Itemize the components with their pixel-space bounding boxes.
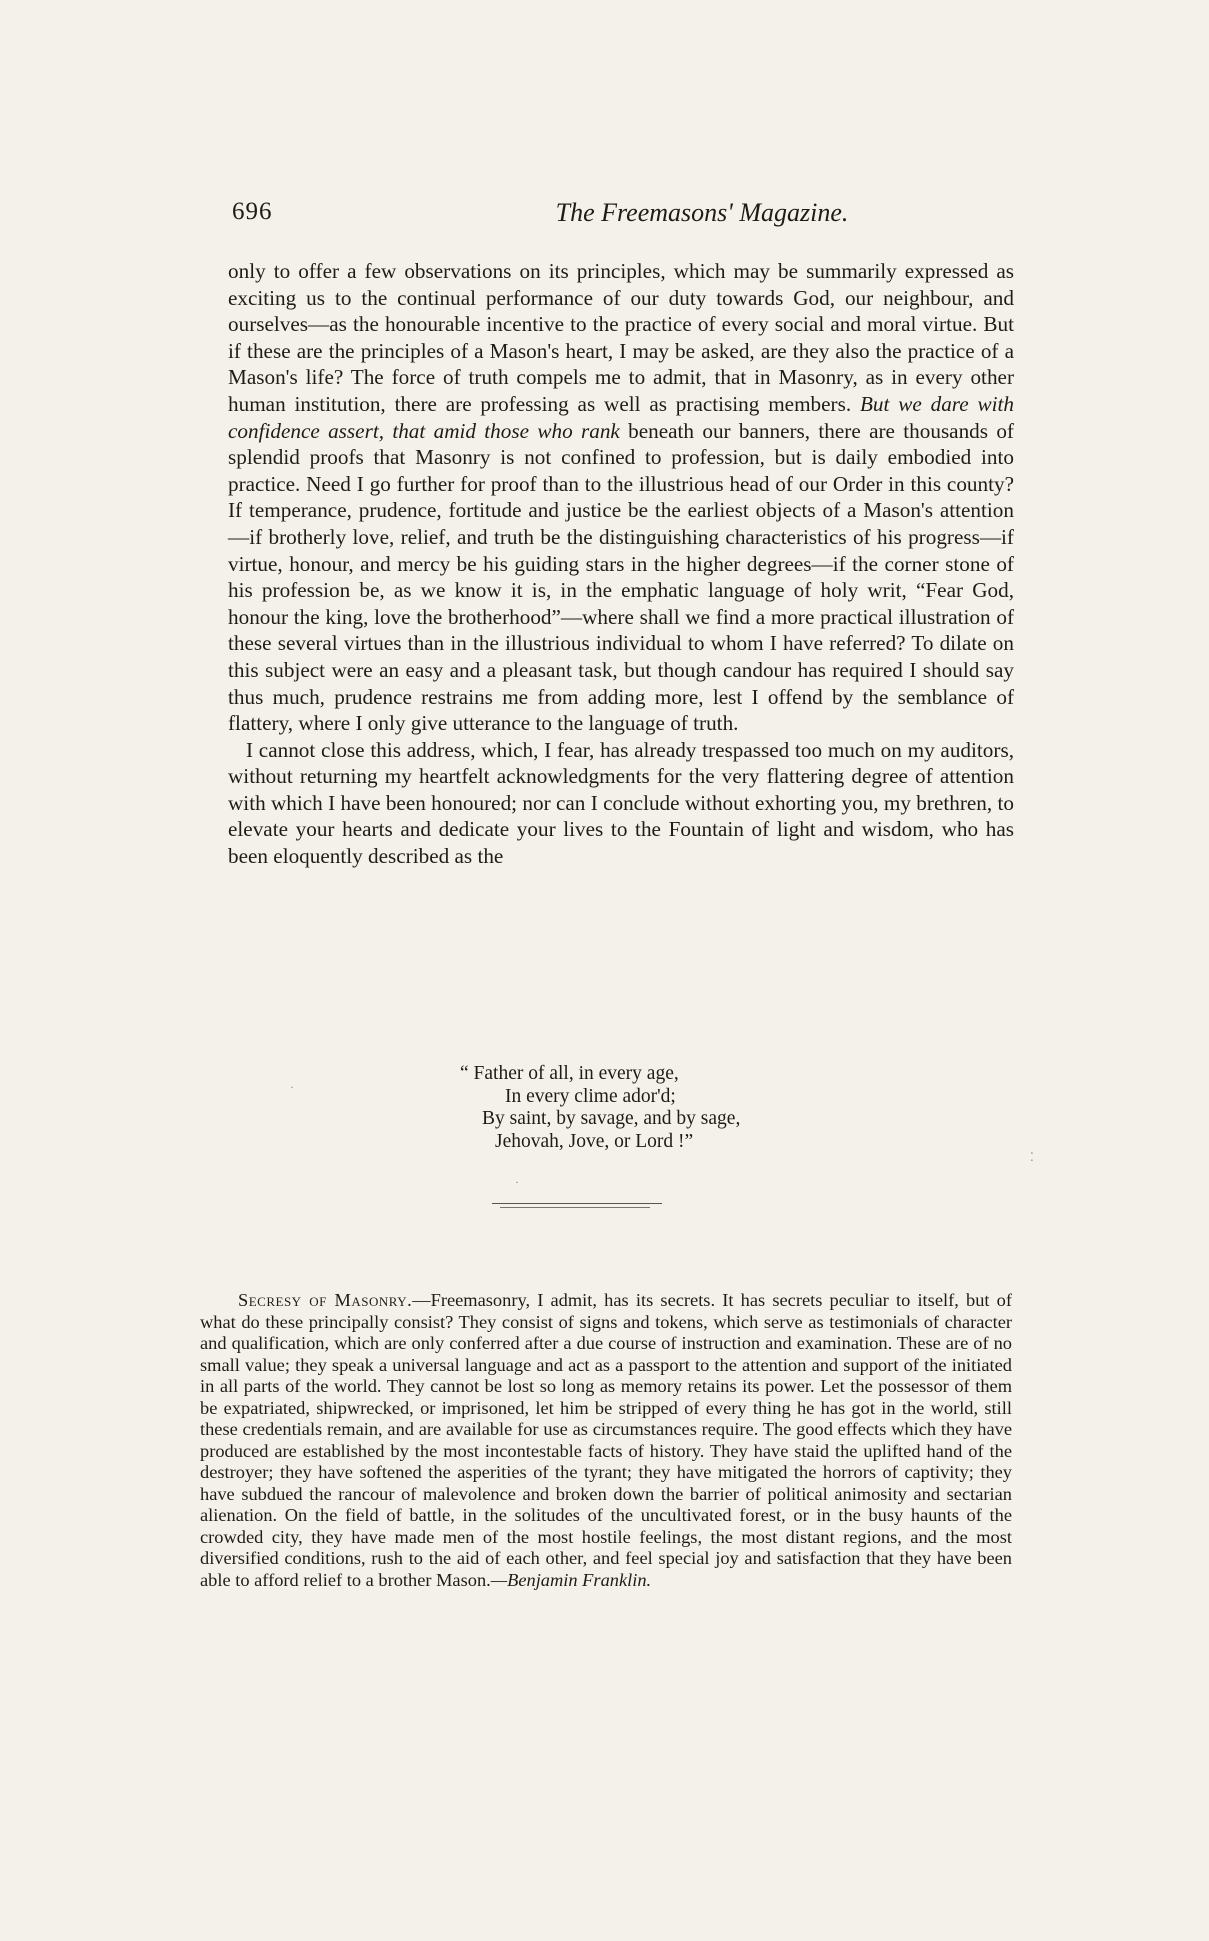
note-attribution: —Benjamin Franklin.: [490, 1569, 652, 1590]
secresy-note: [200, 1290, 1012, 1591]
verse-quotation: [460, 1063, 900, 1153]
section-divider-secondary: [500, 1207, 650, 1208]
section-divider: [492, 1203, 662, 1204]
page-number: 696: [232, 198, 273, 225]
italic-assertion: But we dare with confidence assert, that amid those who rank: [228, 391, 1014, 443]
note-text: —Freemasonry, I admit, has its secrets. It has secrets peculiar to itself, but of what do these principally consist? They consist of signs and tokens, which serve as testimonials of character and qualification, which are only conferred after a due course of instruction and examination. These are of no small value; they speak a universal language and act as a passport to the attention and support of the initiated in all parts of the world. They cannot be lost so long as memory retains its power. Let the possessor of them be expatriated, shipwrecked, or imprisoned, let him be stripped of every thing he has got in the world, still these credentials remain, and are available for use as circumstances require. The good effects which they have produced are established by the most incontestable facts of history. They have staid the uplifted hand of the destroyer; they have softened the asperities of the tyrant; they have mitigated the horrors of captivity; they have subdued the rancour of malevolence and broken down the barrier of political animosity and sectarian alienation. On the field of battle, in the solitudes of the uncultivated forest, or in the busy haunts of the crowded city, they have made men of the most hostile feelings, the most distant regions, and the most diversified conditions, rush to the aid of each other, and feel special joy and satisfaction that they have been able to afford relief to a brother Mason.: [200, 1290, 1012, 1590]
print-speck: ·: [515, 1175, 519, 1189]
verse-line: Jehovah, Jove, or Lord !”: [495, 1130, 694, 1152]
verse-line: By saint, by savage, and by sage,: [482, 1108, 741, 1129]
main-text: [228, 258, 1014, 870]
paragraph-text: beneath our banners, there are thousands of splendid proofs that Masonry is not confined to profession, but is daily embodied into practice. Need I go further for proof than to the illustrious head of our Order in this county? If temperance, prudence, fortitude and justice be the earliest objects of a Mason's attention—if brotherly love, relief, and truth be the distinguishing characteristics of his progress—if virtue, honour, and mercy be his guiding stars in the higher degrees—if the corner stone of his profession be, as we know it is, in the emphatic language of holy writ, “Fear God, honour the king, love the brotherhood”—where shall we find a more practical illustration of these several virtues than in the illustrious individual to whom I have referred? To dilate on this subject were an easy and a pleasant task, but though candour has required I should say thus much, prudence restrains me from adding more, lest I offend by the semblance of flattery, where I only give utterance to the language of truth.: [228, 418, 1014, 736]
verse-line: “ Father of all, in every age,: [460, 1063, 679, 1084]
print-speck: ·: [290, 1080, 294, 1094]
verse-line: In every clime ador'd;: [505, 1085, 676, 1107]
paragraph-principles: [228, 258, 1014, 737]
print-speck: ⁚: [1030, 1150, 1034, 1164]
page-header: [232, 198, 1032, 238]
note-heading: Secresy of Masonry.: [238, 1290, 413, 1310]
running-title: The Freemasons' Magazine.: [555, 198, 849, 227]
paragraph-text: only to offer a few observations on its principles, which may be summarily expressed as exciting us to the continual performance of our duty towards God, our neighbour, and ourselves—as the honourable incentive to the practice of every social and moral virtue. But if these are the principles of a Mason's heart, I may be asked, are they also the practice of a Mason's life? The force of truth compels me to admit, that in Masonry, as in every other human institution, there are professing as well as practising members.: [228, 259, 1014, 416]
paragraph-closing: I cannot close this address, which, I fear, has already trespassed too much on my auditors, without returning my heartfelt acknowledgments for the very flattering degree of attention with which I have been honoured; nor can I conclude without exhorting you, my brethren, to elevate your hearts and dedicate your lives to the Fountain of light and wisdom, who has been eloquently described as the: [228, 737, 1014, 869]
